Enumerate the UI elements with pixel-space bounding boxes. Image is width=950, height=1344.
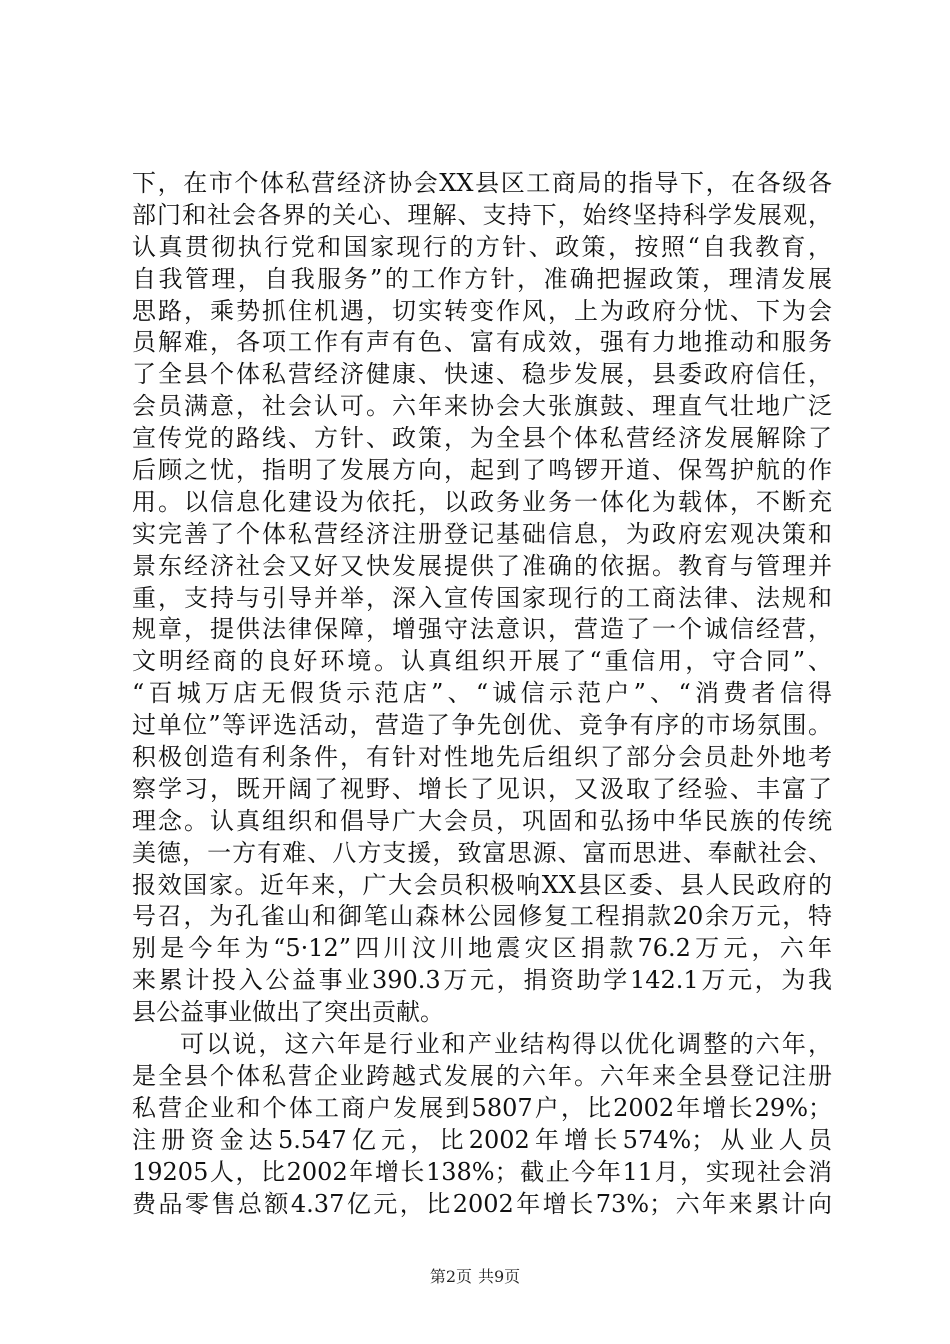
- text-line: 费品零售总额4.37亿元，比2002年增长73%；六年来累计向: [132, 1189, 832, 1218]
- text-line: 19205人，比2002年增长138%；截止今年11月，实现社会消: [132, 1157, 832, 1186]
- text-line: 过单位”等评选活动，营造了争先创优、竞争有序的市场氛围。: [132, 711, 832, 740]
- page-total: 共9页: [478, 1267, 521, 1286]
- text-line: 自我管理，自我服务”的工作方针，准确把握政策，理清发展: [132, 264, 832, 293]
- paragraph-1: [132, 168, 832, 1029]
- text-line: 思路，乘势抓住机遇，切实转变作风，上为政府分忧、下为会: [132, 296, 832, 325]
- text-line: 规章，提供法律保障，增强守法意识，营造了一个诚信经营，: [132, 615, 832, 644]
- text-line: 报效国家。近年来，广大会员积极响XX县区委、县人民政府的: [132, 870, 832, 899]
- text-line: 了全县个体私营经济健康、快速、稳步发展，县委政府信任，: [132, 360, 832, 389]
- text-line: 员解难，各项工作有声有色、富有成效，强有力地推动和服务: [132, 328, 832, 357]
- text-line: 会员满意，社会认可。六年来协会大张旗鼓、理直气壮地广泛: [132, 392, 832, 421]
- text-line: 县公益事业做出了突出贡献。: [132, 998, 444, 1027]
- text-line: 后顾之忧，指明了发展方向，起到了鸣锣开道、保驾护航的作: [132, 456, 832, 485]
- page-footer: [0, 1267, 950, 1287]
- text-line: 是全县个体私营企业跨越式发展的六年。六年来全县登记注册: [132, 1061, 832, 1090]
- text-line: 文明经商的良好环境。认真组织开展了“重信用，守合同”、: [132, 647, 832, 676]
- text-line: 理念。认真组织和倡导广大会员，巩固和弘扬中华民族的传统: [132, 806, 832, 835]
- text-line: 景东经济社会又好又快发展提供了准确的依据。教育与管理并: [132, 551, 832, 580]
- text-line: 别是今年为“5·12”四川汶川地震灾区捐款76.2万元，六年: [132, 934, 832, 963]
- text-line: 察学习，既开阔了视野、增长了见识，又汲取了经验、丰富了: [132, 774, 832, 803]
- paragraph-2: [132, 1029, 832, 1220]
- text-line: 积极创造有利条件，有针对性地先后组织了部分会员赴外地考: [132, 743, 832, 772]
- text-line: 美德，一方有难、八方支援，致富思源、富而思进、奉献社会、: [132, 838, 832, 867]
- text-line: 实完善了个体私营经济注册登记基础信息，为政府宏观决策和: [132, 519, 832, 548]
- text-line: 认真贯彻执行党和国家现行的方针、政策，按照“自我教育，: [132, 232, 832, 261]
- document-body: [132, 168, 832, 1220]
- text-line: 重，支持与引导并举，深入宣传国家现行的工商法律、法规和: [132, 583, 832, 612]
- text-line: 私营企业和个体工商户发展到5807户，比2002年增长29%；: [132, 1093, 832, 1122]
- text-line: 下，在市个体私营经济协会XX县区工商局的指导下，在各级各: [132, 169, 832, 197]
- text-line: 用。以信息化建设为依托，以政务业务一体化为载体，不断充: [132, 487, 832, 516]
- text-line: 来累计投入公益事业390.3万元，捐资助学142.1万元，为我: [132, 966, 832, 995]
- text-line: 注册资金达5.547亿元，比2002年增长574%；从业人员: [132, 1125, 832, 1154]
- page-number: 第2页: [429, 1267, 472, 1286]
- text-line: 可以说，这六年是行业和产业结构得以优化调整的六年，: [180, 1030, 832, 1059]
- text-line: 号召，为孔雀山和御笔山森林公园修复工程捐款20余万元，特: [132, 902, 832, 931]
- text-line: “百城万店无假货示范店”、“诚信示范户”、“消费者信得: [132, 679, 832, 708]
- text-line: 部门和社会各界的关心、理解、支持下，始终坚持科学发展观，: [132, 200, 832, 229]
- text-line: 宣传党的路线、方针、政策，为全县个体私营经济发展解除了: [132, 424, 832, 453]
